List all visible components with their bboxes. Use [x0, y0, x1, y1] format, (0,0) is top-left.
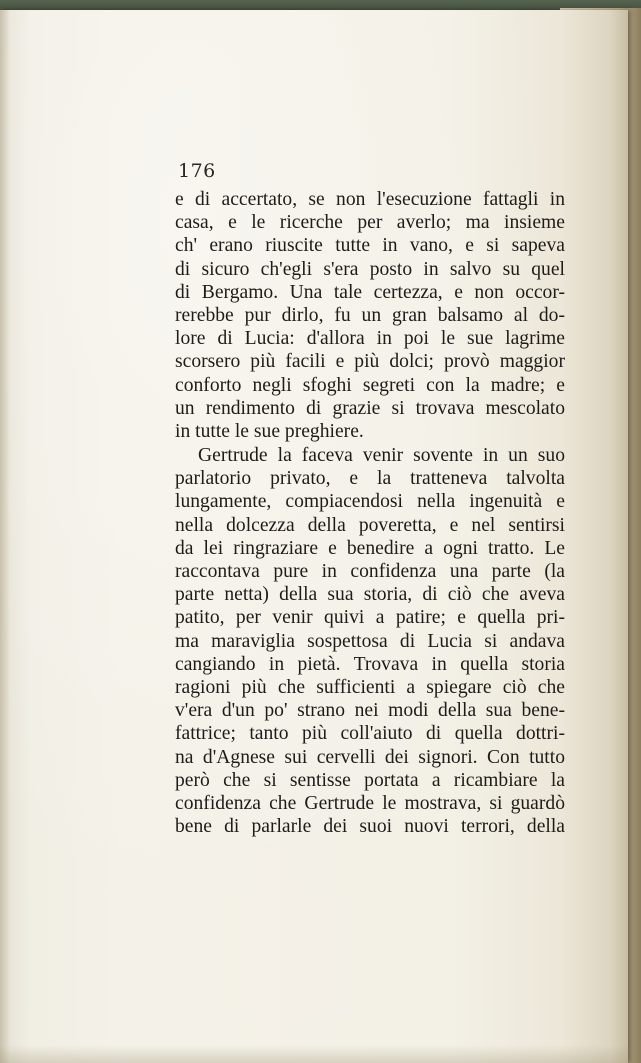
text-line: fattrice; tanto più coll'aiuto di quella dottri-: [175, 723, 565, 745]
text-line: parlatorio privato, e la tratteneva talvolta: [175, 468, 565, 490]
text-line: lungamente, compiacendosi nella ingenuità e: [175, 491, 565, 513]
text-line: di Bergamo. Una tale certezza, e non occor-: [175, 281, 565, 303]
text-line: confidenza che Gertrude le mostrava, si guardò: [175, 792, 565, 814]
text-line: ma maraviglia sospettosa di Lucia si andava: [175, 630, 565, 652]
text-line: na d'Agnese sui cervelli dei signori. Con tutto: [175, 746, 565, 768]
text-line: scorsero più facili e più dolci; provò maggior: [175, 351, 565, 373]
paper-sheet: [0, 10, 628, 1063]
body-text: [175, 188, 565, 838]
text-line: patito, per venir quivi a patire; e quella pri-: [175, 607, 565, 629]
text-line: cangiando in pietà. Trovava in quella storia: [175, 653, 565, 675]
text-line: lore di Lucia: d'allora in poi le sue lagrime: [175, 328, 565, 350]
text-line: di sicuro ch'egli s'era posto in salvo su quel: [175, 258, 565, 280]
text-line: però che si sentisse portata a ricambiare la: [175, 769, 565, 791]
text-line: un rendimento di grazie si trovava mescolato: [175, 397, 565, 419]
text-line: da lei ringraziare e benedire a ogni tratto. Le: [175, 537, 565, 559]
text-line: v'era d'un po' strano nei modi della sua bene-: [175, 700, 565, 722]
text-line: bene di parlarle dei suoi nuovi terrori, della: [175, 816, 565, 838]
text-line: parte netta) della sua storia, di ciò che aveva: [175, 584, 565, 606]
text-line: conforto negli sfoghi segreti con la madre; e: [175, 374, 565, 396]
text-line: raccontava pure in confidenza una parte (la: [175, 561, 565, 582]
page-number: 176: [178, 160, 216, 182]
text-line: ragioni più che sufficienti a spiegare ciò che: [175, 676, 565, 698]
text-line: rerebbe pur dirlo, fu un gran balsamo al do-: [175, 304, 565, 326]
text-line: nella dolcezza della poveretta, e nel sentirsi: [175, 514, 565, 536]
text-line: e di accertato, se non l'esecuzione fattagli in: [175, 189, 565, 210]
text-line: Gertrude la faceva venir sovente in un suo: [198, 445, 565, 467]
text-line: ch' erano riuscite tutte in vano, e si sapeva: [175, 235, 565, 257]
text-line: casa, e le ricerche per averlo; ma insieme: [175, 212, 565, 234]
text-line: in tutte le sue preghiere.: [175, 420, 364, 442]
